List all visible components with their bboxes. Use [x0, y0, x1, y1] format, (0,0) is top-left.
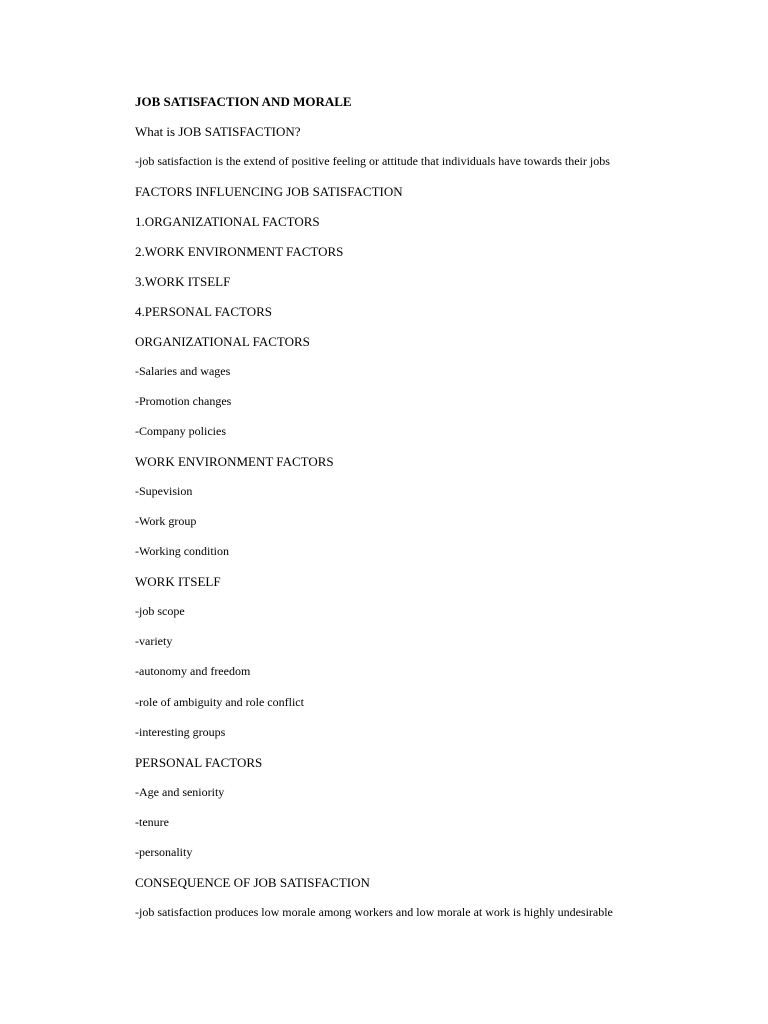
- list-item: -personality: [135, 845, 193, 859]
- list-item: -Supevision: [135, 484, 193, 498]
- list-item: -Age and seniority: [135, 785, 225, 799]
- list-item: -job satisfaction produces low morale among workers and low morale at work is highly undesirable: [135, 905, 613, 919]
- section-heading-consequence: CONSEQUENCE OF JOB SATISFACTION: [135, 875, 370, 890]
- list-item: -role of ambiguity and role conflict: [135, 695, 304, 709]
- list-item: -interesting groups: [135, 725, 226, 739]
- list-item: -Promotion changes: [135, 394, 232, 408]
- factor-list-item: 2.WORK ENVIRONMENT FACTORS: [135, 244, 344, 259]
- list-item: -autonomy and freedom: [135, 664, 251, 678]
- list-item: -Working condition: [135, 544, 230, 558]
- list-item: -Work group: [135, 514, 197, 528]
- list-item: -Salaries and wages: [135, 364, 231, 378]
- list-item: -job scope: [135, 604, 185, 618]
- factor-list-item: 1.ORGANIZATIONAL FACTORS: [135, 214, 320, 229]
- list-item: -Company policies: [135, 424, 226, 438]
- section-heading-organizational: ORGANIZATIONAL FACTORS: [135, 334, 310, 349]
- factors-heading: FACTORS INFLUENCING JOB SATISFACTION: [135, 184, 403, 199]
- question-line: What is JOB SATISFACTION?: [135, 124, 301, 139]
- section-heading-work-itself: WORK ITSELF: [135, 574, 221, 589]
- document-title: JOB SATISFACTION AND MORALE: [135, 94, 352, 109]
- section-heading-personal: PERSONAL FACTORS: [135, 755, 263, 770]
- list-item: -variety: [135, 634, 173, 648]
- factor-list-item: 3.WORK ITSELF: [135, 274, 231, 289]
- definition-line: -job satisfaction is the extend of positive feeling or attitude that individuals have towards their jobs: [135, 154, 610, 168]
- section-heading-work-environment: WORK ENVIRONMENT FACTORS: [135, 454, 334, 469]
- factor-list-item: 4.PERSONAL FACTORS: [135, 304, 273, 319]
- list-item: -tenure: [135, 815, 169, 829]
